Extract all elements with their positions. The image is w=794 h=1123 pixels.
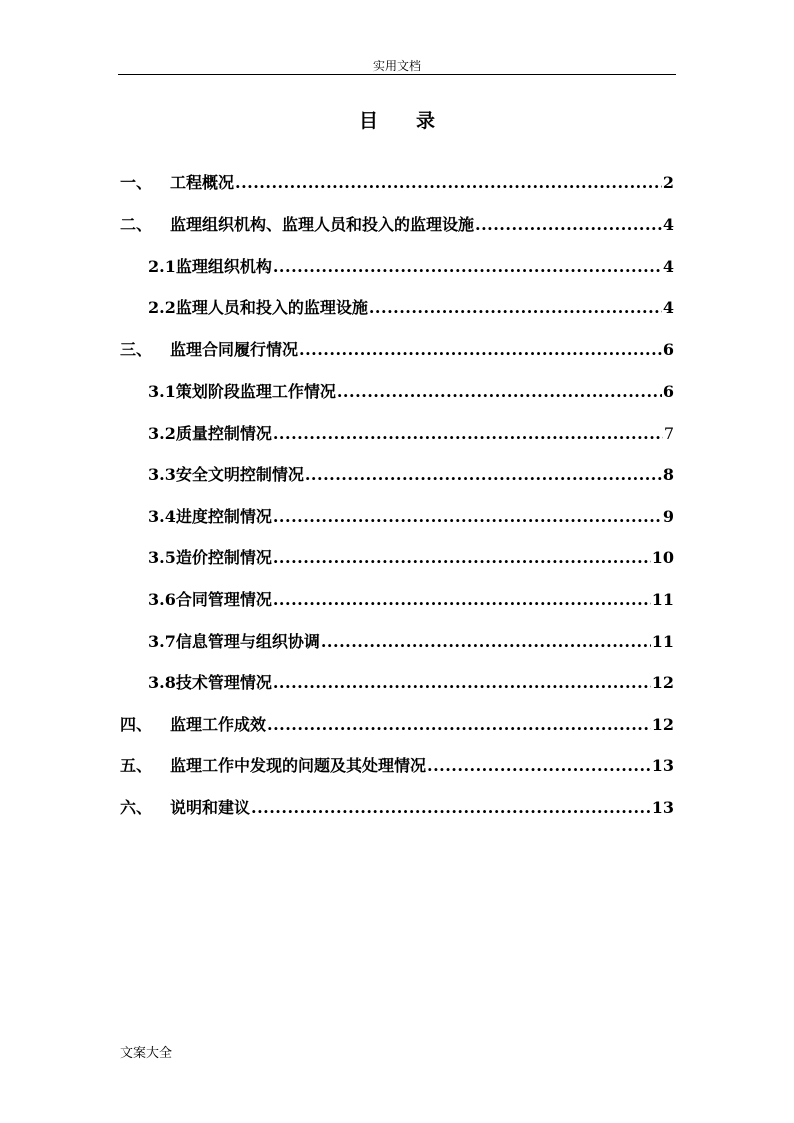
toc-entry-page: 6	[662, 382, 674, 401]
toc-entry-number: 2.1	[148, 257, 176, 276]
toc-entry[interactable]	[148, 421, 674, 445]
page-header: 实用文档	[372, 59, 421, 73]
toc-dot-leader	[235, 173, 662, 192]
toc-entry[interactable]	[120, 170, 674, 194]
toc-dot-leader	[427, 756, 651, 775]
toc-entry-text: 合同管理情况	[175, 590, 272, 609]
toc-entry[interactable]	[148, 545, 674, 569]
toc-entry-number: 3.4	[148, 507, 176, 526]
toc-dot-leader	[273, 424, 663, 443]
toc-dot-leader	[273, 590, 651, 609]
toc-entry[interactable]	[120, 212, 674, 236]
toc-entry-text: 监理工作中发现的问题及其处理情况	[170, 756, 427, 775]
toc-entry[interactable]	[120, 337, 674, 361]
toc-title: 目录	[358, 110, 473, 132]
toc-entry-page: 13	[651, 798, 674, 817]
toc-entry-page: 4	[662, 257, 674, 276]
toc-entry-number: 3.3	[148, 465, 176, 484]
toc-entry-number: 3.1	[148, 382, 176, 401]
toc-entry-page: 8	[662, 465, 674, 484]
toc-entry-page: 12	[651, 673, 674, 692]
toc-dot-leader	[251, 798, 651, 817]
toc-entry-number: 3.7	[148, 632, 176, 651]
toc-dot-leader	[299, 340, 662, 359]
toc-entry[interactable]	[120, 795, 674, 819]
toc-entry[interactable]	[148, 587, 674, 611]
toc-entry-text: 监理合同履行情况	[170, 340, 299, 359]
toc-dot-leader	[273, 673, 651, 692]
toc-dot-leader	[337, 382, 662, 401]
toc-entry[interactable]	[148, 379, 674, 403]
toc-entry-number: 三、	[120, 340, 153, 359]
toc-entry-text: 技术管理情况	[175, 673, 272, 692]
toc-entry[interactable]	[148, 295, 674, 319]
toc-dot-leader	[369, 298, 662, 317]
toc-entry[interactable]	[120, 712, 674, 736]
toc-entry-page: 11	[651, 632, 674, 651]
toc-entry-page: 2	[662, 173, 674, 192]
toc-entry-text: 造价控制情况	[175, 548, 272, 567]
toc-dot-leader	[273, 548, 651, 567]
toc-entry-text: 安全文明控制情况	[175, 465, 304, 484]
toc-entry-number: 3.5	[148, 548, 176, 567]
toc-entry-text: 监理人员和投入的监理设施	[175, 298, 368, 317]
toc-entry-page: 7	[663, 424, 674, 443]
toc-dot-leader	[321, 632, 651, 651]
toc-entry[interactable]	[148, 670, 674, 694]
toc-entry-number: 二、	[120, 215, 153, 234]
toc-entry[interactable]	[148, 504, 674, 528]
toc-entry-text: 监理工作成效	[170, 715, 267, 734]
toc-entry[interactable]	[148, 462, 674, 486]
toc-entry[interactable]	[148, 254, 674, 278]
toc-entry-page: 11	[651, 590, 674, 609]
toc-entry-text: 工程概况	[170, 173, 235, 192]
toc-entry-number: 四、	[120, 715, 153, 734]
toc-entry-text: 策划阶段监理工作情况	[175, 382, 336, 401]
toc-entry-number: 3.2	[148, 424, 176, 443]
toc-dot-leader	[273, 507, 662, 526]
toc-entry-number: 一、	[120, 173, 153, 192]
toc-entry-number: 3.6	[148, 590, 176, 609]
toc-entry[interactable]	[148, 629, 674, 653]
toc-entry-text: 信息管理与组织协调	[175, 632, 320, 651]
toc-entry-page: 10	[651, 548, 674, 567]
toc-entry-page: 9	[662, 507, 674, 526]
toc-entry-text: 进度控制情况	[175, 507, 272, 526]
toc-entry-text: 质量控制情况	[175, 424, 272, 443]
toc-entry-page: 13	[651, 756, 674, 775]
toc-entry-text: 监理组织机构、监理人员和投入的监理设施	[170, 215, 475, 234]
toc-entry-number: 五、	[120, 756, 153, 775]
toc-entry-page: 6	[662, 340, 674, 359]
toc-entry-number: 2.2	[148, 298, 176, 317]
toc-dot-leader	[475, 215, 662, 234]
toc-dot-leader	[305, 465, 662, 484]
toc-dot-leader	[267, 715, 651, 734]
toc-entry[interactable]	[120, 753, 674, 777]
toc-entry-page: 12	[651, 715, 674, 734]
header-divider	[118, 74, 676, 75]
toc-entry-page: 4	[662, 298, 674, 317]
toc-entry-text: 监理组织机构	[175, 257, 272, 276]
page-footer: 文案大全	[120, 1046, 173, 1061]
toc-entry-number: 3.8	[148, 673, 176, 692]
toc-entry-number: 六、	[120, 798, 153, 817]
toc-entry-text: 说明和建议	[170, 798, 251, 817]
toc-entry-page: 4	[662, 215, 674, 234]
toc-dot-leader	[273, 257, 662, 276]
